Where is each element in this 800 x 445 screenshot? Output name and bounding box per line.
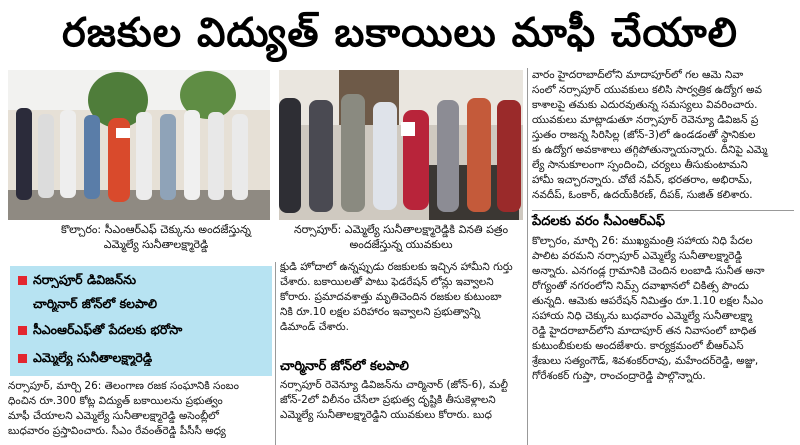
highlight-item (18, 272, 268, 288)
text-line: క్షుడి హోదాలో ఉన్నప్పుడు రజకులకు ఇచ్చిన హామీని గుర్తు (280, 261, 513, 273)
story1-continued (280, 260, 524, 336)
text-line: నర్సాపూర్ రెవెన్యూ డివిజన్‌ను చార్మినార్ (జోన్-6), మల్టీ (280, 379, 508, 391)
highlight-item (18, 322, 268, 338)
text-line: శ్రేణులు సత్యంగౌడ్, శివశంకర్‌రావు, మహేందర్‌రెడ్డి, అజ్జు, (532, 355, 759, 367)
photo1-caption-line1: కొల్చారం: సీఎంఆర్ఎఫ్ చెక్కును అందజేస్తున్న (61, 223, 251, 236)
text-line: ఎమ్మెల్యే సునీతాలక్ష్మారెడ్డిని యువకులు కోరారు. బుధ (280, 409, 492, 421)
text-line: నికి రూ.10 లక్షల పరిహారం ఇవ్వాలని ప్రభుత్వాన్ని (280, 306, 481, 318)
photo2-caption-line1: నర్సాపూర్: ఎమ్మెల్యే సునీతాలక్ష్మారెడ్డికి వినతి పత్రం (293, 223, 509, 236)
text-line: నవదీప్, ఓంకార్, ఉదయ్‌కిరణ్, దీపక్, సుజిత్ కలిశారు. (532, 189, 753, 201)
text-line: కు ఉద్యోగ అవకాశాలు తగ్గిపోతున్నాయన్నారు. దీనిపై ఎమ్మె (532, 144, 768, 156)
highlight-text: నర్సాపూర్ డివిజన్‌ను (33, 272, 137, 287)
text-line: సహాయ నిధి చెక్కును బుధవారం ఎమ్మెల్యే సునీతాలక్ష్మా (532, 310, 753, 322)
photo2-caption (279, 222, 523, 252)
story3-heading: పేదలకు వరం సీఎంఆర్ఎఫ్ (532, 214, 666, 229)
text-line: గోరేశంకర్ గుప్తా, రాంచంద్రారెడ్డి పాల్గొన్నారు. (532, 370, 706, 382)
story2-continued (532, 68, 794, 208)
text-line: ధించిన రూ.300 కోట్ల విద్యుత్ బకాయిలను ప్రభుత్వం (8, 395, 223, 407)
text-line: స్తుతం రాజన్న సిరిసిల్ల (జోన్-3)లో ఉండడంతో స్థానికుల (532, 129, 756, 141)
bullet-icon (18, 354, 27, 363)
text-line: హామీ ఇచ్చారన్నారు. చోటే నవీన్, భరతరాం, అభిరామ్, (532, 174, 753, 186)
text-line: కుటుంబీకులకు అందజేశారు. కార్యక్రమంలో బీఆర్ఎస్ (532, 340, 744, 352)
story3-body (532, 234, 794, 386)
text-line: ల్యే సానుకూలంగా స్పందించి, చర్యలు తీసుకుంటామని (532, 159, 748, 171)
text-line: చేశారు. బకాయిలతో పాటు ఫెడరేషన్ లోన్లు ఇవ్వాలని (280, 276, 494, 288)
bullet-icon (18, 326, 27, 335)
photo-cmrf-cheque (8, 70, 270, 220)
text-line: జోన్-2లో విలీనం చేసేలా ప్రభుత్వ దృష్టికి తీసుకెళ్లాలని (280, 394, 496, 406)
highlights-box (10, 266, 272, 376)
text-line: యువకులు మాట్లాడుతూ నర్సాపూర్ రెవెన్యూ డివిజన్ ప్ర (532, 114, 759, 126)
text-line: రెడ్డి హైదరాబాద్‌లోని మాదాపూర్ తన నివాసంలో బాధిత (532, 325, 757, 337)
text-line: కాశాలపై తమకు ఎదురవుతున్న సమస్యలు వివరించారు. (532, 99, 758, 111)
highlight-item (18, 350, 268, 366)
text-line: కోరారు. ప్రమాదవశాత్తు మృతిచెందిన రజకుల కుటుంబా (280, 291, 502, 303)
story2-heading: చార్మినార్ జోన్‌లో కలపాలి (280, 359, 409, 374)
highlight-item (18, 296, 283, 312)
text-line: నర్సాపూర్, మార్చి 26: తెలంగాణ రజక సంఘానికి సంబం (8, 380, 239, 392)
story1-body (8, 379, 272, 443)
text-line: డిమాండ్ చేశారు. (280, 321, 350, 333)
highlight-text: ఎమ్మెల్యే సునీతాలక్ష్మారెడ్డి (33, 350, 153, 365)
text-line: బుధవారం ప్రస్తావించారు. సీఎం రేవంత్‌రెడ్డి పీసీసీ అధ్య (8, 425, 226, 437)
photo1-caption-line2: ఎమ్మెల్యే సునీతాలక్ష్మారెడ్డి (103, 238, 209, 251)
text-line: అన్నారు. ఎనగండ్ల గ్రామానికి చెందిన లంబాడి సునీత అనా (532, 265, 765, 277)
text-line: వారం హైదరాబాద్‌లోని మాదాపూర్‌లో గల ఆమె నివా (532, 69, 744, 81)
bullet-icon (18, 276, 27, 285)
text-line: సంలో నర్సాపూర్ యువకులు కలిసి సార్వత్రిక ఉద్యోగ అవ (532, 84, 762, 96)
highlight-text: సీఎంఆర్ఎఫ్‌తో పేదలకు భరోసా (33, 322, 183, 337)
photo1-caption (40, 222, 272, 252)
text-line: మాఫీ చేయాలని ఎమ్మెల్యే సునీతాలక్ష్మారెడ్డి అసెంబ్లీలో (8, 410, 219, 422)
text-line: కొల్చారం, మార్చి 26: ముఖ్యమంత్రి సహాయ నిధి పేదల (532, 235, 753, 247)
story2-body (280, 378, 524, 444)
text-line: తున్నది. ఆమెకు ఆపరేషన్ నిమిత్తం రూ.1.10 లక్షల సీఎం (532, 295, 764, 307)
text-line: రోగ్యంతో నగరంలోని నిమ్స్ దవాఖానలో చికిత్స పొందు (532, 280, 749, 292)
column-divider (275, 262, 276, 445)
column-divider (527, 68, 528, 445)
story-divider (532, 210, 794, 211)
photo2-caption-line2: అందజేస్తున్న యువకులు (349, 238, 453, 251)
headline: రజకుల విద్యుత్ బకాయిలు మాఫీ చేయాలి (62, 10, 738, 56)
text-line: పాలిట వరమని నర్సాపూర్ ఎమ్మెల్యే సునీతాలక్ష్మారెడ్డి (532, 250, 743, 262)
highlight-text: చార్మినార్ జోన్‌లో కలపాలి (33, 296, 158, 311)
photo-youth-petition (279, 70, 523, 220)
